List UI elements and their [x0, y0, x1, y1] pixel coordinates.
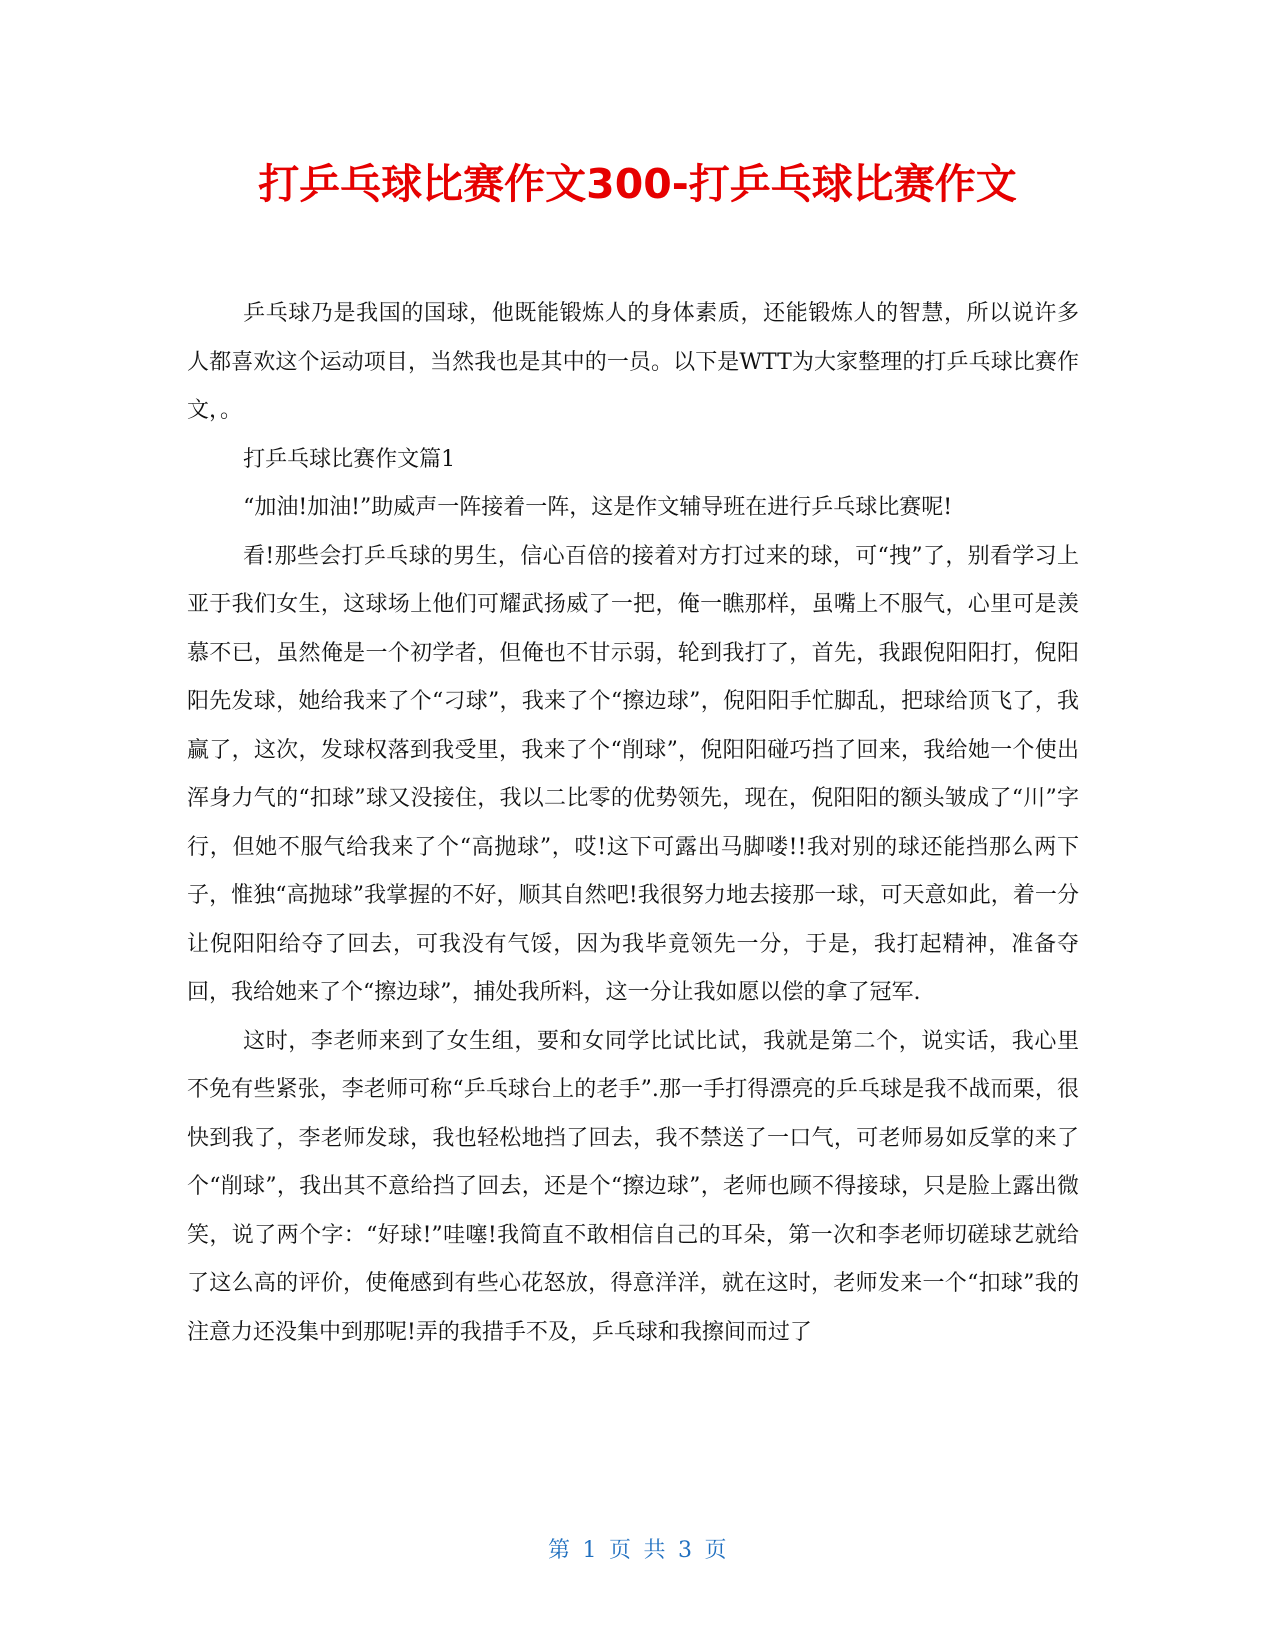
footer-page-number: 1: [582, 1538, 597, 1563]
footer-label-di: 第: [547, 1538, 571, 1563]
footer-total-pages: 3: [678, 1538, 693, 1563]
paragraph-match-teacher: 这时，李老师来到了女生组，要和女同学比试比试，我就是第二个，说实话，我心里不免有些紧张，李老师可称“乒乓球台上的老手”.那一手打得漂亮的乒乓球是我不战而栗，很快到我了，李老师发球，我也轻松地挡了回去，我不禁送了一口气，可老师易如反掌的来了个“削球”，我出其不意给挡了回去，还是个“擦边球”，老师也顾不得接球，只是脸上露出微笑，说了两个字：“好球!”哇噻!我简直不敢相信自己的耳朵，第一次和李老师切磋球艺就给了这么高的评价，使俺感到有些心花怒放，得意洋洋，就在这时，老师发来一个“扣球”我的注意力还没集中到那呢!弄的我措手不及，乒乓球和我擦间而过了: [187, 1028, 1079, 1345]
paragraph-cheer: “加油!加油!”助威声一阵接着一阵，这是作文辅导班在进行乒乓球比赛呢!: [243, 495, 953, 520]
footer-label-ye: 页: [608, 1538, 632, 1563]
footer-label-gong: 共: [643, 1538, 667, 1563]
document-title: 打乒乓球比赛作文300-打乒乓球比赛作文: [258, 160, 1017, 208]
paragraph-match-classmate: 看!那些会打乒乓球的男生，信心百倍的接着对方打过来的球，可“拽”了，别看学习上亚于我们女生，这球场上他们可耀武扬威了一把，俺一瞧那样，虽嘴上不服气，心里可是羡慕不已，虽然俺是一个初学者，但俺也不甘示弱，轮到我打了，首先，我跟倪阳阳打，倪阳阳先发球，她给我来了个“刁球”，我来了个“擦边球”，倪阳阳手忙脚乱，把球给顶飞了，我赢了，这次，发球权落到我受里，我来了个“削球”，倪阳阳碰巧挡了回来，我给她一个使出浑身力气的“扣球”球又没接住，我以二比零的优势领先，现在，倪阳阳的额头皱成了“川”字行，但她不服气给我来了个“高抛球”，哎!这下可露出马脚喽!!我对别的球还能挡那么两下子，惟独“高抛球”我掌握的不好，顺其自然吧!我很努力地去接那一球，可天意如此，着一分让倪阳阳给夺了回去，可我没有气馁，因为我毕竟领先一分，于是，我打起精神，准备夺回，我给她来了个“擦边球”，捕处我所料，这一分让我如愿以偿的拿了冠军.: [187, 543, 1079, 1005]
document-body: [187, 290, 1079, 1357]
paragraph-intro: 乒乓球乃是我国的国球，他既能锻炼人的身体素质，还能锻炼人的智慧，所以说许多人都喜欢这个运动项目，当然我也是其中的一员。以下是WTT为大家整理的打乒乓球比赛作文，。: [187, 301, 1079, 423]
section-heading: 打乒乓球比赛作文篇1: [243, 446, 456, 472]
page-footer: [0, 1533, 1275, 1564]
footer-label-ye-end: 页: [704, 1538, 728, 1563]
